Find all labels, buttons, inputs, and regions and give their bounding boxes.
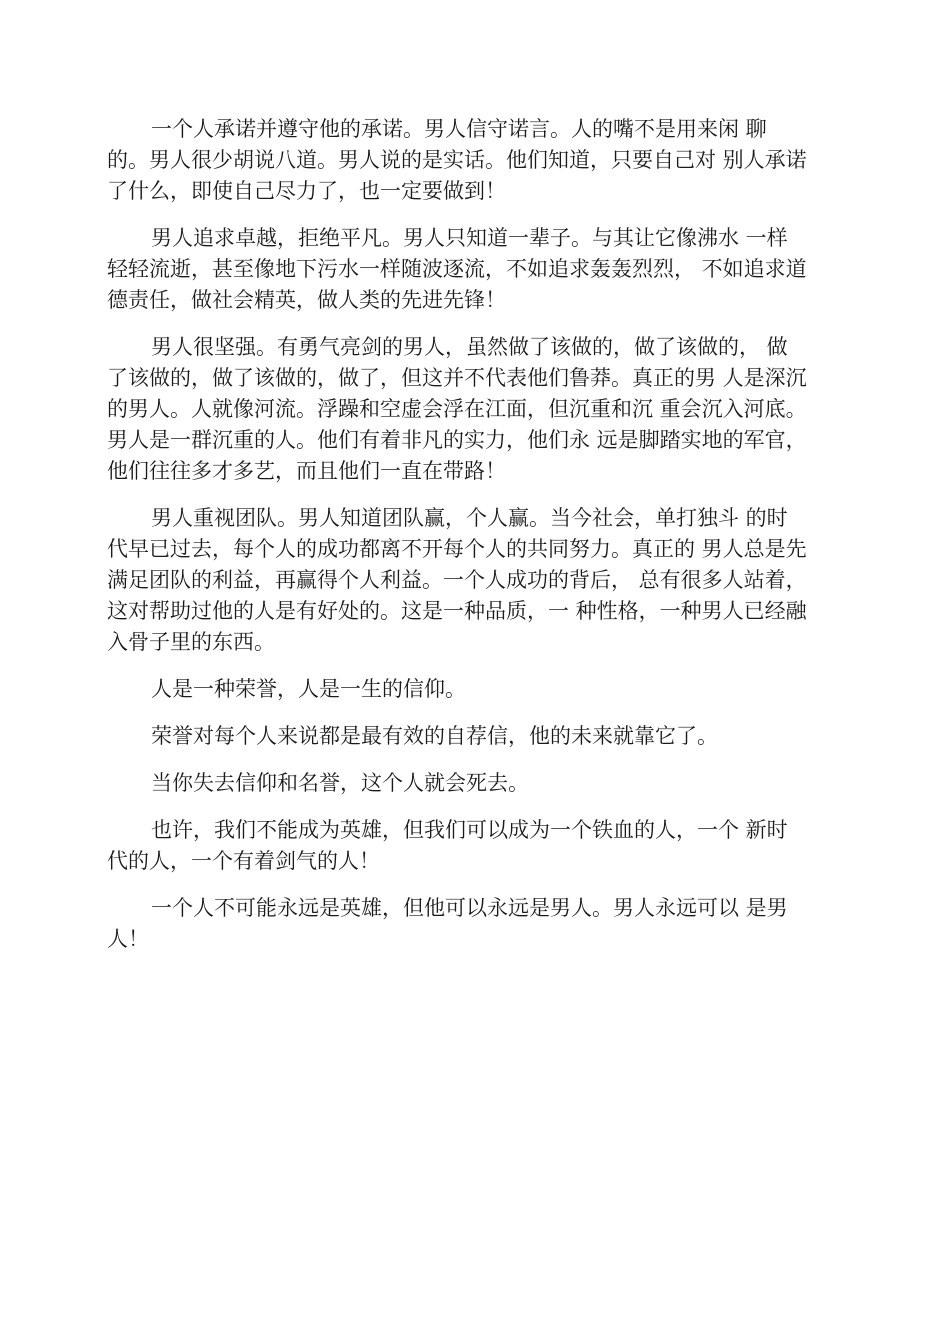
text-line: 一个人不可能永远是英雄，但他可以永远是男人。男人永远可以 是男 (151, 896, 788, 920)
text-line: 男人重视团队。男人知道团队赢，个人赢。当今社会，单打独斗 的时 (151, 506, 788, 530)
text-line: 代的人，一个有着剑气的人！ (107, 849, 380, 873)
paragraph-7 (107, 768, 867, 799)
text-line: 了什么，即使自己尽力了，也一定要做到！ (107, 179, 506, 203)
text-line: 代早已过去，每个人的成功都离不开每个人的共同努力。真正的 男人总是先 (107, 537, 807, 561)
text-line: 男人很坚强。有勇气亮剑的男人，虽然做了该做的，做了该做的， 做 (151, 335, 788, 359)
paragraph-2 (107, 223, 867, 316)
text-line: 这对帮助过他的人是有好处的。这是一种品质，一 种性格，一种男人已经融 (107, 599, 807, 623)
paragraph-8 (107, 815, 867, 877)
text-line: 入骨子里的东西。 (107, 630, 275, 654)
text-line: 人！ (107, 927, 149, 951)
text-line: 男人是一群沉重的人。他们有着非凡的实力，他们永 远是脚踏实地的军官， (107, 428, 807, 452)
text-line: 荣誉对每个人来说都是最有效的自荐信，他的未来就靠它了。 (151, 724, 718, 748)
text-line: 也许，我们不能成为英雄，但我们可以成为一个铁血的人，一个 新时 (151, 818, 788, 842)
text-line: 人是一种荣誉，人是一生的信仰。 (151, 677, 466, 701)
paragraph-9 (107, 893, 867, 955)
paragraph-6 (107, 721, 867, 752)
paragraph-5 (107, 674, 867, 705)
paragraph-3 (107, 332, 867, 487)
text-line: 满足团队的利益，再赢得个人利益。一个人成功的背后， 总有很多人站着， (107, 568, 807, 592)
text-line: 轻轻流逝，甚至像地下污水一样随波逐流，不如追求轰轰烈烈， 不如追求道 (107, 257, 807, 281)
text-line: 男人追求卓越，拒绝平凡。男人只知道一辈子。与其让它像沸水 一样 (151, 226, 788, 250)
text-line: 当你失去信仰和名誉，这个人就会死去。 (151, 771, 529, 795)
paragraph-4 (107, 503, 867, 658)
text-line: 的男人。人就像河流。浮躁和空虚会浮在江面，但沉重和沉 重会沉入河底。 (107, 397, 807, 421)
text-line: 他们往往多才多艺，而且他们一直在带路！ (107, 459, 506, 483)
text-line: 一个人承诺并遵守他的承诺。男人信守诺言。人的嘴不是用来闲 聊 (151, 117, 767, 141)
document-body (107, 114, 867, 971)
text-line: 的。男人很少胡说八道。男人说的是实话。他们知道，只要自己对 别人承诺 (107, 148, 807, 172)
text-line: 德责任，做社会精英，做人类的先进先锋！ (107, 288, 506, 312)
text-line: 了该做的，做了该做的，做了，但这并不代表他们鲁莽。真正的男 人是深沉 (107, 366, 807, 390)
paragraph-1 (107, 114, 867, 207)
